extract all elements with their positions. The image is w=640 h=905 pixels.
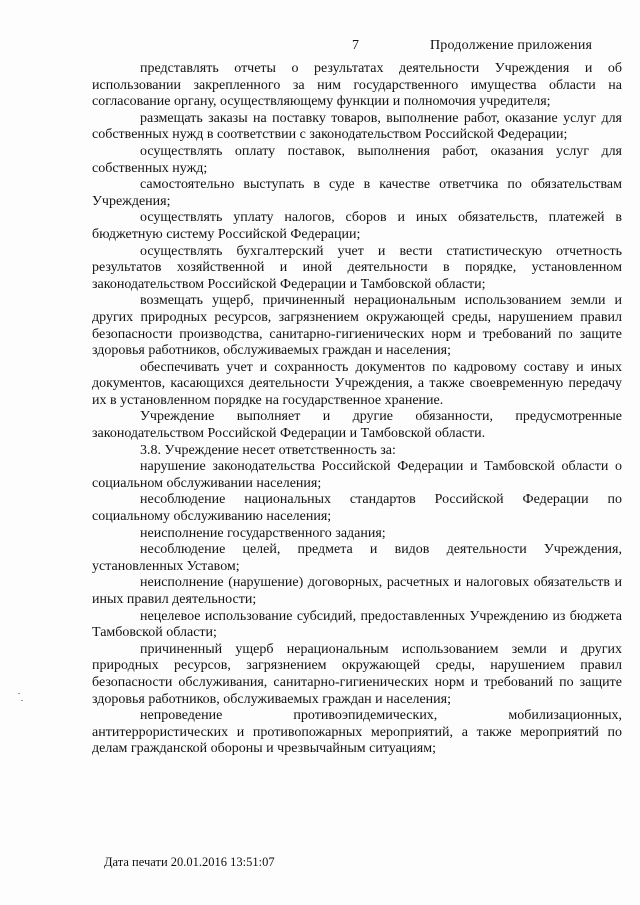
paragraph: осуществлять уплату налогов, сборов и иных обязательств, платежей в бюджетную систему Российской Федерации; <box>92 210 622 242</box>
paragraph: Учреждение выполняет и другие обязанности, предусмотренные законодательством Российской Федерации и Тамбовской области. <box>92 409 622 442</box>
paragraph: самостоятельно выступать в суде в качестве ответчика по обязательствам Учреждения; <box>92 177 622 209</box>
paragraph: неисполнение (нарушение) договорных, расчетных и налоговых обязательств и иных правил деятельности; <box>92 575 622 607</box>
paragraph: непроведение противоэпидемических, мобилизационных, антитеррористических и противопожарных мероприятий, а также мероприятий по делам гражданской обороны и чрезвычайным ситуациям; <box>92 708 622 757</box>
paragraph: нарушение законодательства Российской Федерации и Тамбовской области о социальном обслуживании населения; <box>92 459 622 491</box>
print-date: Дата печати 20.01.2016 13:51:07 <box>104 855 275 869</box>
scan-speck <box>18 693 20 694</box>
paragraph: несоблюдение целей, предмета и видов деятельности Учреждения, установленных Уставом; <box>92 542 622 574</box>
paragraph: неисполнение государственного задания; <box>140 525 386 541</box>
page-number: 7 <box>352 38 359 53</box>
paragraph: несоблюдение национальных стандартов Российской Федерации по социальному обслуживанию населения; <box>92 492 622 525</box>
paragraph: осуществлять бухгалтерский учет и вести статистическую отчетность результатов хозяйственной и иной деятельности в порядке, установленном законодательством Российской Федерации и Тамбовской области; <box>92 243 622 292</box>
paragraph: причиненный ущерб нерациональным использованием земли и других природных ресурсов, загрязнением окружающей среды, нарушением правил безопасности обслуживания, санитарно-гигиенических норм и требований по защите здоровья работников, обслуживаемых граждан и населения; <box>92 641 622 707</box>
paragraph: нецелевое использование субсидий, предоставленных Учреждению из бюджета Тамбовской области; <box>92 608 622 641</box>
paragraph: осуществлять оплату поставок, выполнения работ, оказания услуг для собственных нужд; <box>92 143 622 176</box>
paragraph: возмещать ущерб, причиненный нерациональным использованием земли и других природных ресурсов, загрязнением окружающей среды, нарушением правил безопасности производства, санитарно-гигиенических норм и требований по защите здоровья работников, обслуживаемых граждан и населения; <box>92 293 622 359</box>
page-header-title: Продолжение приложения <box>430 38 593 53</box>
document-body <box>92 61 622 758</box>
paragraph: представлять отчеты о результатах деятельности Учреждения и об использовании закрепленного за ним государственного имущества области на согласование органу, осуществляющему функции и полномочия учредителя; <box>92 61 622 110</box>
scan-speck <box>21 700 23 701</box>
section-heading: 3.8. Учреждение несет ответственность за: <box>140 442 396 458</box>
paragraph: обеспечивать учет и сохранность документов по кадровому составу и иных документов, касающихся деятельности Учреждения, а также своевременную передачу их в установленном порядке на государственное хранение. <box>92 359 622 408</box>
paragraph: размещать заказы на поставку товаров, выполнение работ, оказание услуг для собственных нужд в соответствии с законодательством Российской Федерации; <box>92 110 622 143</box>
